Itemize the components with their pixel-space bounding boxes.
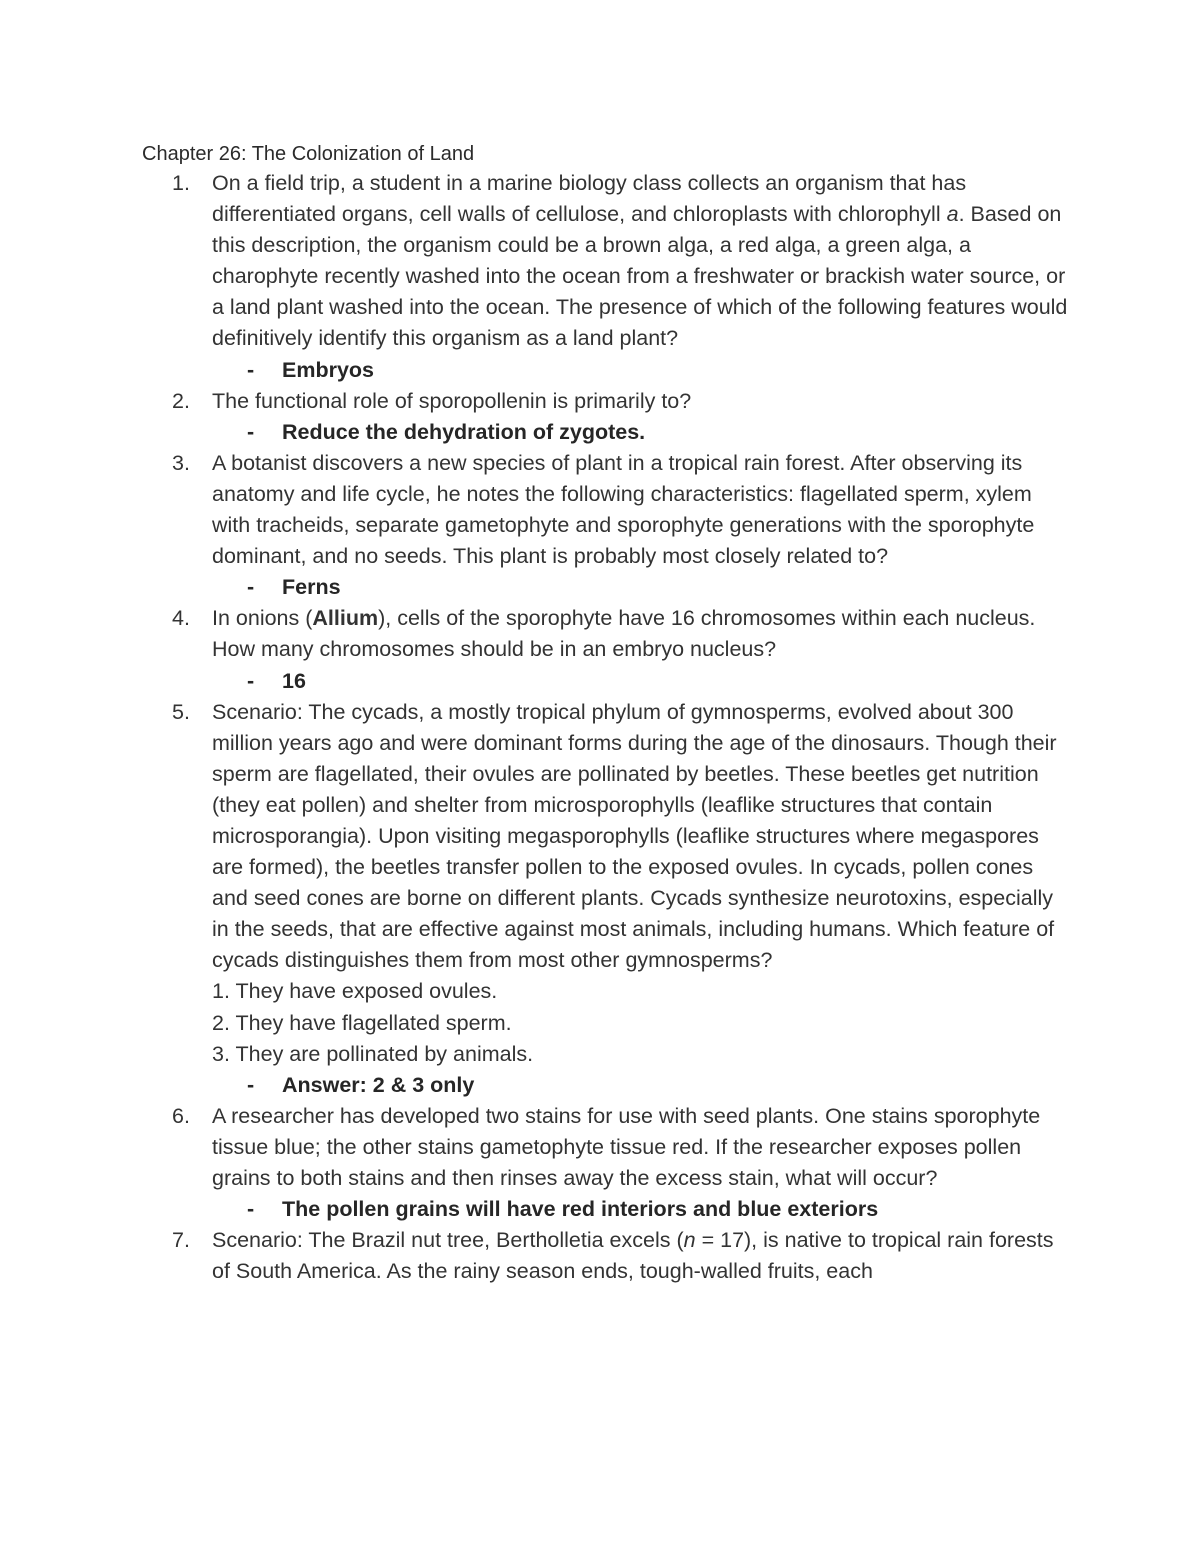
answer-text: Embryos (282, 357, 375, 382)
answer-dash: - (247, 1072, 255, 1097)
question-1 (172, 168, 1072, 386)
question-text-part: ), cells of the sporophyte have 16 chromosomes within each nucleus. How many chromosomes should be in an embryo nucleus? (212, 606, 1036, 662)
question-text-part: On a field trip, a student in a marine biology class collects an organism that has differentiated organs, cell walls of cellulose, and chloroplasts with chlorophyll (212, 171, 967, 227)
answer-text: Answer: 2 & 3 only (282, 1072, 475, 1097)
option-item: 3. They are pollinated by animals. (212, 1041, 534, 1066)
question-text (212, 168, 1072, 355)
question-number: 1. (172, 171, 190, 195)
answer-dash: - (247, 1197, 255, 1222)
answer-dash: - (247, 575, 255, 600)
answer-text: Ferns (282, 575, 341, 600)
option-item: 1. They have exposed ovules. (212, 979, 498, 1004)
question-number: 6. (172, 1103, 190, 1128)
question-number: 4. (172, 606, 190, 631)
question-number: 2. (172, 388, 190, 413)
question-text-part: In onions ( (212, 606, 313, 631)
answer-dash: - (247, 668, 255, 693)
page-title: Chapter 26: The Colonization of Land (142, 143, 475, 165)
question-4 (172, 603, 1072, 696)
answer-text: The pollen grains will have red interiors and blue exteriors (282, 1197, 879, 1222)
question-2 (172, 386, 1072, 448)
question-5 (172, 697, 1072, 1101)
question-6 (172, 1101, 1072, 1225)
question-text (212, 603, 1072, 665)
question-text-part: = 17), is native to tropical rain forests of South America. As the rainy season ends, tough-walled fruits, each (212, 1228, 1054, 1284)
question-7 (172, 1225, 1072, 1287)
question-3 (172, 448, 1072, 603)
question-text (212, 1225, 1072, 1287)
question-text: A botanist discovers a new species of plant in a tropical rain forest. After observing its anatomy and life cycle, he notes the following characteristics: flagellated sperm, xylem with tracheids, separate gametophyte and sporophyte generations with the sporophyte dominant, and no seeds. This plant is probably most closely related to? (212, 450, 1035, 569)
answer-text: 16 (282, 668, 306, 693)
italic-term: a (946, 202, 959, 227)
question-list (172, 168, 1072, 1287)
answer-dash: - (247, 357, 255, 382)
answer-line (212, 666, 1072, 697)
answer-line (212, 1070, 1072, 1101)
answer-text: Reduce the dehydration of zygotes. (282, 419, 646, 444)
question-number: 5. (172, 699, 190, 724)
question-text: A researcher has developed two stains for use with seed plants. One stains sporophyte tissue blue; the other stains gametophyte tissue red. If the researcher exposes pollen grains to both stains and then rinses away the excess stain, what will occur? (212, 1103, 1041, 1190)
question-number: 3. (172, 450, 190, 475)
answer-line (212, 417, 1072, 448)
question-text-part: Scenario: The Brazil nut tree, Bertholletia excels ( (212, 1228, 684, 1253)
answer-line (212, 1194, 1072, 1225)
answer-dash: - (247, 419, 255, 444)
question-number: 7. (172, 1228, 190, 1253)
answer-line (212, 572, 1072, 603)
italic-term: n (683, 1228, 696, 1253)
answer-line (212, 355, 1072, 386)
bold-term: Allium (312, 606, 379, 631)
option-item: 2. They have flagellated sperm. (212, 1010, 512, 1035)
question-text: Scenario: The cycads, a mostly tropical phylum of gymnosperms, evolved about 300 million years ago and were dominant forms during the age of the dinosaurs. Though their sperm are flagellated, their ovules are pollinated by beetles. These beetles get nutrition (they eat pollen) and shelter from microsporophylls (leaflike structures that contain microsporangia). Upon visiting megasporophylls (leaflike structures where megaspores are formed), the beetles transfer pollen to the exposed ovules. In cycads, pollen cones and seed cones are borne on different plants. Cycads synthesize neurotoxins, especially in the seeds, that are effective against most animals, including humans. Which feature of cycads distinguishes them from most other gymnosperms? (212, 699, 1057, 973)
question-text: The functional role of sporopollenin is primarily to? (212, 388, 692, 413)
question-text-part: . Based on this description, the organism could be a brown alga, a red alga, a green alga, a charophyte recently washed into the ocean from a freshwater or brackish water source, or a land plant washed into the ocean. The presence of which of the following features would definitively identify this organism as a land plant? (212, 202, 1068, 351)
